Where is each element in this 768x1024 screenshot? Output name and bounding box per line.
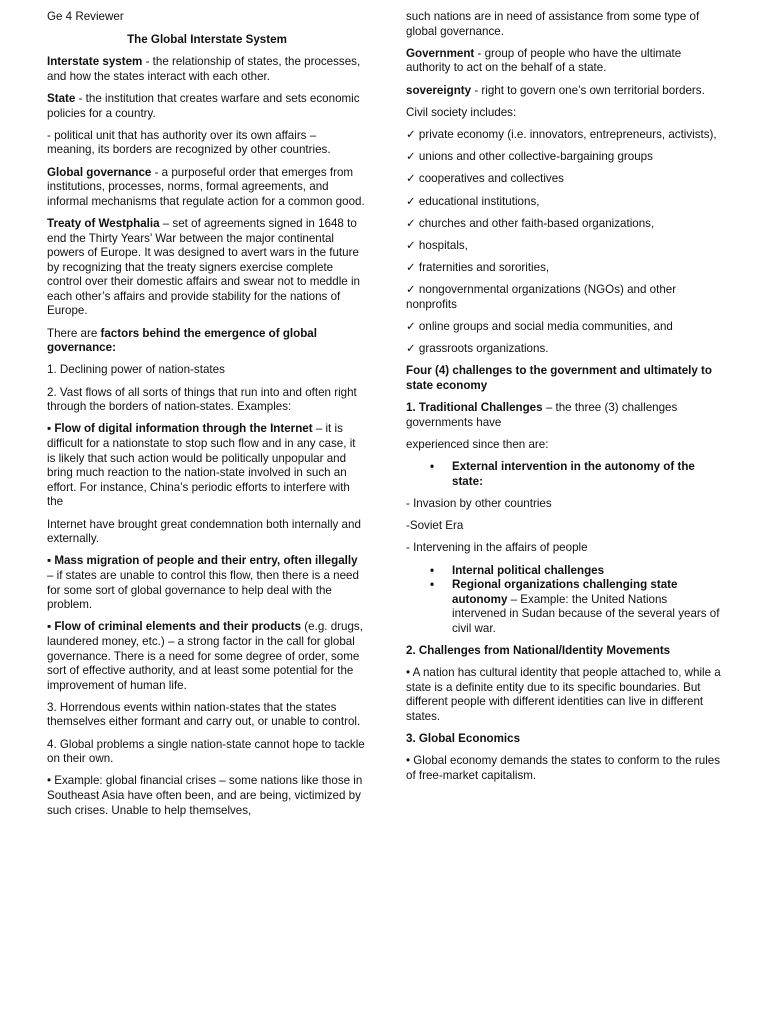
global-governance-term: Global governance xyxy=(47,165,152,179)
invasion-item: - Invasion by other countries xyxy=(406,496,552,510)
continuation-paragraph: such nations are in need of assistance from some type of global governance. xyxy=(406,10,700,38)
civil-item: ✓ grassroots organizations. xyxy=(406,342,549,356)
internal-challenges-list xyxy=(406,564,724,637)
westphalia-paragraph xyxy=(47,217,367,319)
civil-item: ✓ nongovernmental organizations (NGOs) and other nonprofits xyxy=(406,283,677,311)
criminal-text: (e.g. drugs, laundered money, etc.) – a strong factor in the call for global governance. There is a need for some degree of order, some sort of effective authority, and at least some potential for the improvement of human life. xyxy=(47,620,363,692)
factors-prefix: There are xyxy=(47,326,101,340)
list-item xyxy=(452,460,724,489)
digital-flow-bold: ▪ Flow of digital information through the Internet xyxy=(47,422,313,436)
factor-3: 3. Horrendous events within nation-states that the states themselves either formant and carry out, or unable to control. xyxy=(47,700,361,729)
national-identity-text: • A nation has cultural identity that people attached to, while a state is a definite entity due to its specific boundaries. But different people with different identities can live in different states. xyxy=(406,666,721,724)
civil-item: ✓ cooperatives and collectives xyxy=(406,172,564,186)
factors-heading xyxy=(47,327,367,356)
factor-1: 1. Declining power of nation-states xyxy=(47,363,225,377)
civil-item: ✓ fraternities and sororities, xyxy=(406,261,550,275)
external-intervention-bullet: External intervention in the autonomy of the state: xyxy=(452,460,695,488)
state-definition: - the institution that creates warfare and sets economic policies for a country. xyxy=(47,91,360,120)
migration-bold: ▪ Mass migration of people and their entry, often illegally xyxy=(47,554,358,568)
global-governance-paragraph xyxy=(47,166,367,210)
experienced-text: experienced since then are: xyxy=(406,437,549,451)
regional-organizations-bold: Regional organizations challenging state autonomy xyxy=(452,578,678,606)
migration-text: – if states are unable to control this flow, then there is a need for some sort of global governance to help deal with the problem. xyxy=(47,568,359,612)
page-title: The Global Interstate System xyxy=(127,32,287,46)
regional-organizations-text: – Example: the United Nations intervened in Sudan because of the several years of civil war. xyxy=(452,592,720,635)
civil-item: ✓ unions and other collective-bargaining groups xyxy=(406,150,653,164)
sovereignty-definition: - right to govern one’s own territorial borders. xyxy=(471,83,705,97)
factor-4: 4. Global problems a single nation-state cannot hope to tackle on their own. xyxy=(47,737,365,766)
global-economics-text: • Global economy demands the states to conform to the rules of free-market capitalism. xyxy=(406,754,721,782)
traditional-challenges-paragraph xyxy=(406,401,724,430)
westphalia-definition: – set of agreements signed in 1648 to end the Thirty Years’ War between the major continental powers of Europe. It was designed to avert wars in the future by recognizing that the treaty signers exercise complete control over their domestic affairs and swear not to meddle in each other’s affairs and provide stability for the nations of Europe. xyxy=(47,216,360,318)
digital-flow-paragraph xyxy=(47,422,367,510)
state-term: State xyxy=(47,91,76,105)
right-column xyxy=(406,10,724,791)
civil-item: ✓ educational institutions, xyxy=(406,194,540,208)
internet-paragraph: Internet have brought great condemnation both internally and externally. xyxy=(47,517,361,546)
government-term: Government xyxy=(406,46,475,60)
civil-item: ✓ churches and other faith-based organizations, xyxy=(406,216,655,230)
financial-crisis-example: • Example: global financial crises – some nations like those in Southeast Asia have often been, and are being, victimized by such crises. Unable to help themselves, xyxy=(47,774,363,817)
soviet-era-item: -Soviet Era xyxy=(406,519,464,533)
left-column xyxy=(47,10,367,826)
state-definition-2: - political unit that has authority over its own affairs – meaning, its borders are recognized by other countries. xyxy=(47,128,331,157)
criminal-bold: ▪ Flow of criminal elements and their products xyxy=(47,620,302,634)
traditional-challenges-text: – the three (3) challenges governments have xyxy=(406,401,678,429)
factors-bold: factors behind the emergence of global governance: xyxy=(47,326,317,355)
civil-item: ✓ online groups and social media communities, and xyxy=(406,320,673,334)
intervening-item: - Intervening in the affairs of people xyxy=(406,541,588,555)
government-paragraph xyxy=(406,47,724,76)
document-header: Ge 4 Reviewer xyxy=(47,10,124,23)
global-economics-heading-text: 3. Global Economics xyxy=(406,732,521,746)
interstate-paragraph xyxy=(47,55,367,84)
interstate-term: Interstate system xyxy=(47,55,143,69)
list-item xyxy=(452,564,724,579)
civil-item: ✓ private economy (i.e. innovators, entrepreneurs, activists), xyxy=(406,127,717,141)
global-economics-heading xyxy=(406,732,724,747)
westphalia-term: Treaty of Westphalia xyxy=(47,216,160,230)
factor-2: 2. Vast flows of all sorts of things that run into and often right through the borders of nation-states. Examples: xyxy=(47,385,357,414)
state-paragraph xyxy=(47,92,367,121)
four-challenges-heading-text: Four (4) challenges to the government and ultimately to state economy xyxy=(406,364,712,392)
sovereignty-term: sovereignty xyxy=(406,83,472,97)
government-definition: - group of people who have the ultimate authority to act on the behalf of a state. xyxy=(406,46,682,75)
migration-paragraph xyxy=(47,554,367,612)
external-intervention-list xyxy=(406,460,724,489)
criminal-paragraph xyxy=(47,620,367,693)
traditional-challenges-bold: 1. Traditional Challenges xyxy=(406,401,543,415)
four-challenges-heading xyxy=(406,364,724,393)
global-governance-definition: - a purposeful order that emerges from institutions, processes, norms, formal agreements, and informal mechanisms that regulate action for a common good. xyxy=(47,165,365,208)
digital-flow-text: – it is difficult for a nationstate to stop such flow and in any case, it is likely that such action would be politically unpopular and bring much reaction to the nation-state involved in such an effort. For instance, China’s periodic efforts to interfere with the xyxy=(47,422,356,509)
list-item xyxy=(452,578,724,636)
civil-society-intro: Civil society includes: xyxy=(406,105,517,119)
national-identity-heading xyxy=(406,644,724,659)
internal-political-bullet: Internal political challenges xyxy=(452,563,605,577)
sovereignty-paragraph xyxy=(406,84,724,99)
national-identity-heading-text: 2. Challenges from National/Identity Movements xyxy=(406,644,671,658)
civil-item: ✓ hospitals, xyxy=(406,238,468,252)
interstate-definition: - the relationship of states, the processes, and how the states interact with each other. xyxy=(47,55,361,83)
